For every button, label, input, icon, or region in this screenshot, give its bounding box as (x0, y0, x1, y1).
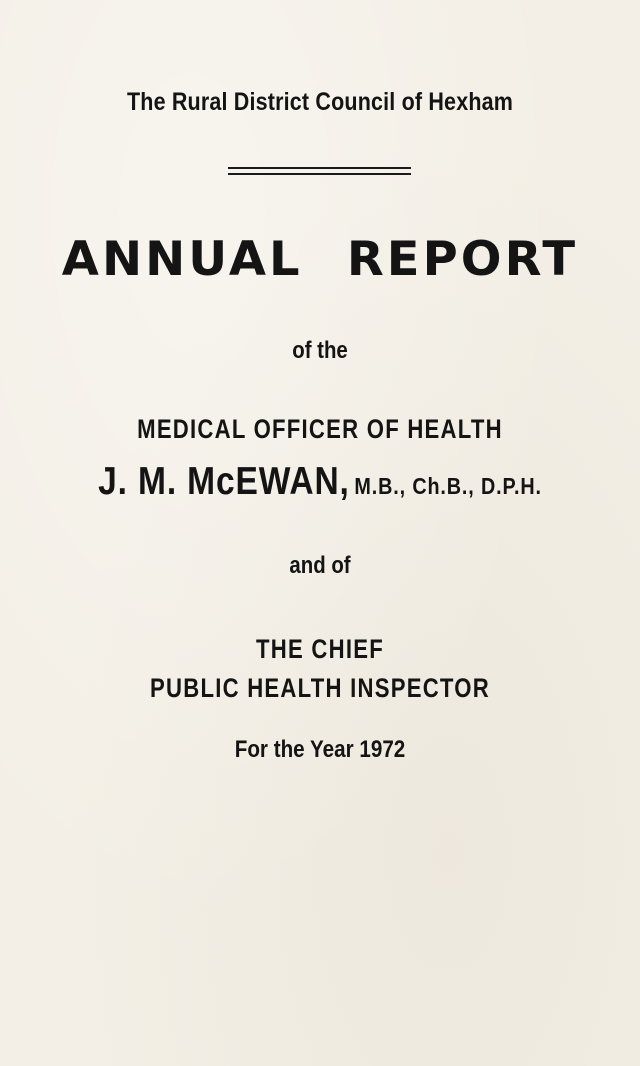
double-rule-bottom (228, 173, 411, 175)
and-of-text: and of (289, 552, 351, 579)
chief-inspector-line-2: PUBLIC HEALTH INSPECTOR (150, 673, 490, 703)
report-title: ANNUAL REPORT (61, 232, 579, 287)
chief-inspector-line-1: THE CHIEF (256, 634, 384, 664)
officer-qualifications: M.B., Ch.B., D.P.H. (354, 473, 542, 499)
officer-name: J. M. McEWAN, (98, 460, 350, 503)
report-year: For the Year 1972 (234, 736, 406, 763)
council-name: The Rural District Council of Hexham (126, 88, 514, 116)
of-the-text: of the (292, 337, 348, 364)
double-rule-top (228, 167, 411, 169)
officer-name-line (45, 460, 595, 504)
medical-officer-role: MEDICAL OFFICER OF HEALTH (137, 414, 503, 444)
